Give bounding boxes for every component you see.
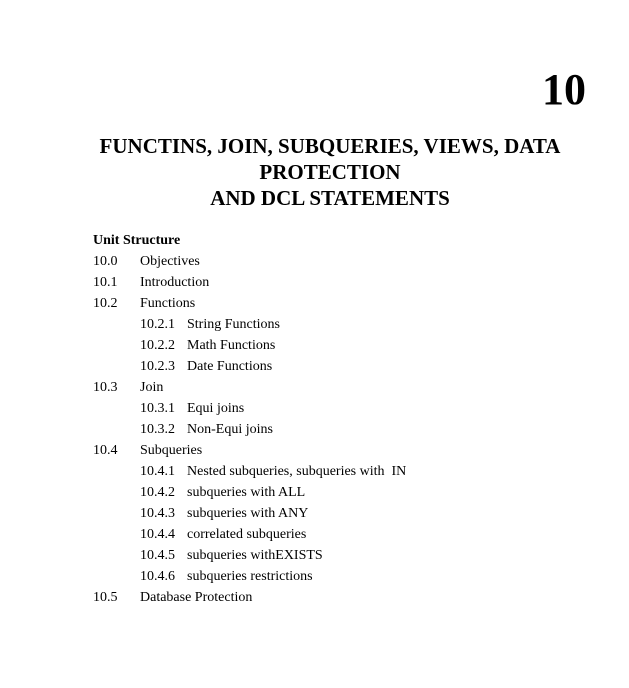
toc-item-number: 10.1: [93, 275, 118, 290]
chapter-title-line-3: AND DCL STATEMENTS: [210, 186, 450, 210]
toc-subitem-number: 10.3.1: [140, 401, 175, 416]
toc-item-number: 10.3: [93, 380, 118, 395]
toc-item-number: 10.5: [93, 590, 118, 605]
toc-subitem-number: 10.4.1: [140, 464, 175, 479]
toc-subitem-label: Math Functions: [187, 338, 276, 353]
unit-structure: [93, 230, 593, 608]
toc-subitem-number: 10.2.2: [140, 338, 175, 353]
toc-subitem-number: 10.4.4: [140, 527, 175, 542]
unit-structure-heading: Unit Structure: [93, 233, 181, 248]
toc-item-label: Objectives: [140, 254, 200, 269]
toc-item-label: Subqueries: [140, 443, 203, 458]
toc-subitem: [93, 314, 593, 335]
toc-item-label: Database Protection: [140, 590, 253, 605]
toc-item: [93, 587, 593, 608]
chapter-title: [60, 133, 600, 211]
toc-subitem-label: Equi joins: [187, 401, 245, 416]
toc-subitem-number: 10.3.2: [140, 422, 175, 437]
toc-subitem-number: 10.4.3: [140, 506, 175, 521]
toc-subitem: [93, 356, 593, 377]
toc-subitem-number: 10.4.5: [140, 548, 175, 563]
toc-subitem-label: subqueries withEXISTS: [187, 548, 323, 563]
toc-item-label: Join: [140, 380, 164, 395]
toc-item-label: Introduction: [140, 275, 210, 290]
toc-subitem-label: correlated subqueries: [187, 527, 307, 542]
toc-subitem-label: Non-Equi joins: [187, 422, 273, 437]
toc-subitem-label: Date Functions: [187, 359, 273, 374]
toc-subitem-number: 10.2.1: [140, 317, 175, 332]
toc-item-number: 10.4: [93, 443, 118, 458]
toc-subitem: [93, 482, 593, 503]
chapter-title-line-1: FUNCTINS, JOIN, SUBQUERIES, VIEWS, DATA: [99, 134, 561, 158]
toc-subitem-number: 10.4.6: [140, 569, 175, 584]
toc-subitem: [93, 545, 593, 566]
toc-subitem: [93, 566, 593, 587]
toc-subitem: [93, 524, 593, 545]
toc-item-number: 10.0: [93, 254, 118, 269]
toc-item: [93, 272, 593, 293]
toc-item: [93, 293, 593, 314]
toc-subitem-label: subqueries restrictions: [187, 569, 313, 584]
toc-subitem-label: subqueries with ALL: [187, 485, 306, 500]
toc-subitem: [93, 419, 593, 440]
toc-subitem-number: 10.2.3: [140, 359, 175, 374]
toc-subitem-label: subqueries with ANY: [187, 506, 309, 521]
toc-subitem-label: Nested subqueries, subqueries with IN: [187, 464, 407, 479]
toc-subitem: [93, 335, 593, 356]
toc-subitem-number: 10.4.2: [140, 485, 175, 500]
toc-subitem: [93, 398, 593, 419]
chapter-number: 10: [542, 65, 586, 114]
chapter-title-line-2: PROTECTION: [259, 160, 401, 184]
toc-item: [93, 251, 593, 272]
toc-item-label: Functions: [140, 296, 196, 311]
toc-item-number: 10.2: [93, 296, 118, 311]
toc-subitem: [93, 461, 593, 482]
toc-item: [93, 440, 593, 461]
toc-subitem-label: String Functions: [187, 317, 280, 332]
toc-subitem: [93, 503, 593, 524]
toc-item: [93, 377, 593, 398]
